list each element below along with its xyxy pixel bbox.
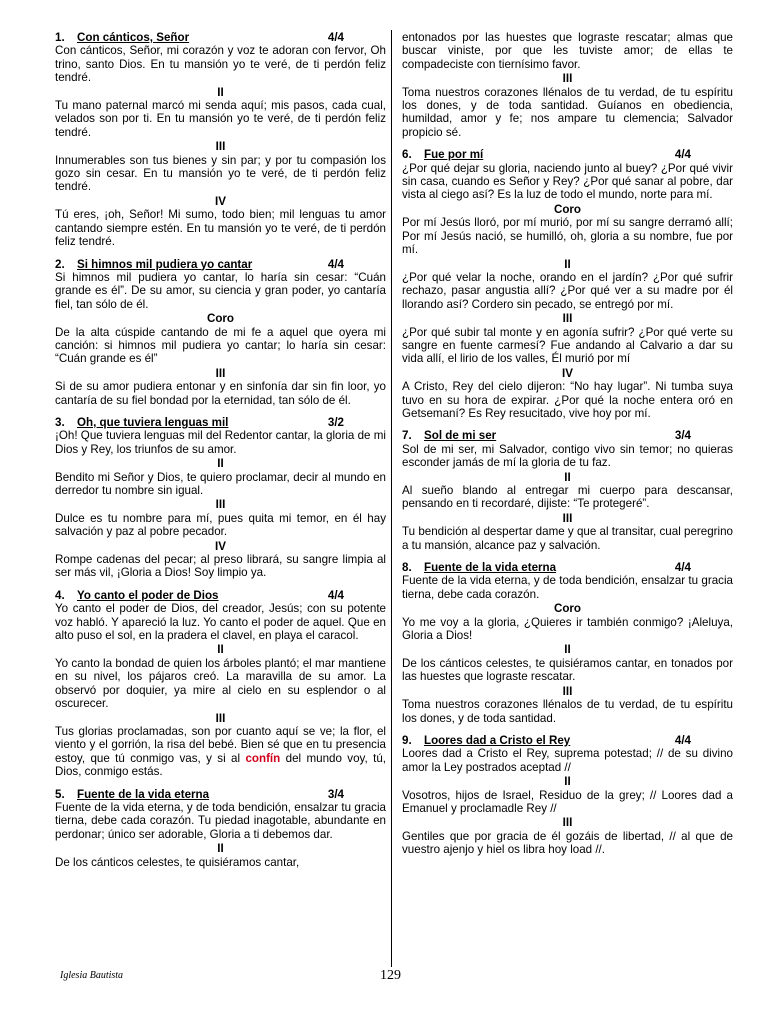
stanza-label: III [562,312,573,326]
hymn-title-left [402,734,570,747]
hymn-name: Oh, que tuviera lenguas mil [77,415,229,429]
stanza-text-run: De los cánticos celestes, te quisiéramos cantar, [55,855,300,869]
stanza-label: III [562,511,573,525]
stanza-label: III [215,711,226,725]
stanza-text [55,326,386,366]
stanza-text [402,162,733,202]
stanza-text [55,801,386,841]
stanza-text [55,44,386,84]
stanza-text-run: Por mí Jesús lloró, por mí murió, por mí su sangre derramó allí; Por mí Jesús nació, se humilló, oh, gloria a su nombre, fue por mí. [402,216,733,257]
stanza-text-run: Al sueño blando al entregar mi cuerpo para descansar, pensando en ti recordaré, dijiste: “Te protegeré”. [402,484,733,511]
hymn-number: 4. [55,588,65,602]
stanza-label: III [215,140,226,154]
stanza-text-run: Rompe cadenas del pecar; al preso librará, su sangre limpia al ser más vil, ¡Gloria a Dios! Soy limpio ya. [55,553,386,580]
hymn-meter: 3/4 [674,429,691,443]
hymn-meter: 4/4 [327,588,344,602]
stanza-label: II [217,643,224,657]
hymn-title-left [402,148,483,161]
hymn [402,148,733,420]
stanza-text-run: Fuente de la vida eterna, y de toda bendición, ensalzar tu gracia tierna, debe cada corazón. [402,574,733,601]
stanza-text [55,271,386,311]
stanza-label: Coro [553,602,582,616]
stanza-label: IV [215,539,226,553]
stanza-label: IV [562,366,573,380]
hymn-title [402,429,733,442]
hymn [402,734,733,857]
stanza-text-run: Sol de mi ser, mi Salvador, contigo vivo sin temor; no quieras esconder jamás de mí la gloria de tu faz. [402,442,733,470]
stanza-label: II [564,257,571,271]
hymn-number: 7. [402,429,412,443]
hymn-name: Fuente de la vida eterna [77,787,210,801]
hymn-number: 8. [402,561,412,575]
stanza-label: III [562,72,573,86]
stanza-text [55,154,386,194]
stanza-text-run: Loores dad a Cristo el Rey, suprema potestad; // de su divino amor la Ley postrados aceptad // [402,747,733,774]
hymn [55,258,386,407]
hymn-title [402,148,733,161]
stanza-label: II [217,85,224,99]
stanza-text-run: Yo canto la bondad de quien los árboles plantó; el mar mantiene en su nivel, los pájaros creó. La maravilla de su amor. La observó por doquier, ya mire al cielo en su esplendor o al oscurecer. [55,656,386,711]
stanza-text-run: del mundo voy, tú, Dios, conmigo estás. [55,751,386,779]
hymn-title-left [55,788,209,801]
stanza-text [55,208,386,248]
stanza-text-run: ¡Oh! Que tuviera lenguas mil del Redentor cantar, la gloria de mi Dios y Rey, los triunfos de su amor. [55,429,386,456]
hymn-number: 5. [55,787,65,801]
stanza-text [55,380,386,407]
stanza-text-run: Toma nuestros corazones llénalos de tu verdad, de tu espíritu los dones, y de toda santidad. Guíanos en obediencia, humildad, amor y fe; nos ampare tu clemencia; Salvador propicio sé. [402,85,733,139]
hymn [402,561,733,725]
hymn-number: 9. [402,733,412,747]
hymn-number: 3. [55,415,65,429]
highlighted-word: confín [245,751,281,765]
stanza-label: III [562,816,573,830]
stanza-text [55,429,386,456]
left-column [55,31,386,878]
stanza-text [402,86,733,140]
stanza-text-run: Innumerables son tus bienes y sin par; y por tu compasión los gozo sin cesar. En tu mansión yo te veré, de ti perdón feliz tendré. [55,153,386,194]
hymn-meter: 4/4 [674,561,691,575]
footer-church-name: Iglesia Bautista [60,970,124,981]
hymn-title [55,416,386,429]
hymn [402,31,733,139]
stanza-text-run: Con cánticos, Señor, mi corazón y voz te adoran con fervor, Oh trino, santo Dios. En tu mansión yo te veré, de ti perdón feliz tendré. [55,44,386,85]
stanza-text [55,657,386,711]
hymn-name: Sol de mi ser [424,429,497,443]
stanza-text-run: ¿Por qué velar la noche, orando en el jardín? ¿Por qué sufrir rechazo, pasar angustia allí? ¿Por qué ver a su madre por él llorando así? Cordero sin pecado, se entregó por mí. [402,270,733,311]
stanza-text [402,326,733,366]
stanza-text-run: Dulce es tu nombre para mí, pues quita mi temor, en él hay salvación y paz al pobre pecador. [55,511,386,539]
hymn-meter: 4/4 [674,148,691,162]
stanza-text-run: A Cristo, Rey del cielo dijeron: “No hay lugar”. Ni tumba suya tuvo en su hora de expirar. ¿Por qué la noche entera oró en Getsemaní? Es Rey resucitado, vive hoy por mí. [402,380,733,420]
stanza-text-run: Yo canto el poder de Dios, del creador, Jesús; con su potente voz habló. Y apareció la luz. Yo canto el poder de aquel. Que en alto puso el sol, en la pradera el clavel, en playa el caracol. [55,602,386,643]
hymn-meter: 3/4 [327,787,344,801]
stanza-text-run: Fuente de la vida eterna, y de toda bendición, ensalzar tu gracia tierna, debe cada corazón. Tu piedad inagotable, abundante en perdonar; único ser adorable, Gloria a ti debemos dar. [55,800,386,841]
stanza-text [402,216,733,256]
stanza-text-run: ¿Por qué subir tal monte y en agonía sufrir? ¿Por qué verte su sangre en fuente carmesí? Fue andando al Calvario a dar su vida allí, el lirio de los valles, Él murió por mí [402,325,733,366]
hymn-title [55,31,386,44]
hymn-number: 1. [55,31,65,44]
stanza-text [402,443,733,470]
stanza-text-run: ¿Por qué dejar su gloria, naciendo junto al buey? ¿Por qué vivir sin casa, cuando es Señor y Rey? ¿Por qué sanar al pobre, dar vista al ciego así? Es la luz de todo el mundo, norte para mí. [402,161,733,202]
stanza-label: II [564,775,571,789]
stanza-text-run: De los cánticos celestes, te quisiéramos cantar, en tonados por las huestes que lograste rescatar. [402,656,733,684]
hymn-name: Loores dad a Cristo el Rey [424,733,571,747]
stanza-label: III [215,366,226,380]
hymn [55,589,386,779]
stanza-text [402,271,733,311]
stanza-text [55,471,386,498]
page-number: 129 [380,968,401,983]
stanza-text-run: Toma nuestros corazones llénalos de tu verdad, de tu espíritu los dones, y de toda santidad. [402,698,733,725]
stanza-text [55,99,386,139]
stanza-text [402,657,733,684]
stanza-text [402,574,733,601]
stanza-text-run: Si de su amor pudiera entonar y en sinfonía dar sin fin loor, yo cantaría de su fiel bondad por la eternidad, tan sólo de él. [55,380,386,407]
hymn-meter: 4/4 [327,257,344,271]
hymn [55,788,386,869]
hymn-continuation: entonados por las huestes que lograste rescatar; almas que buscar viniste, por que les tuviste amor; de ellas te compadeciste con tiernísimo favor. [402,31,733,71]
stanza-label: III [562,684,573,698]
stanza-text [402,698,733,725]
hymn-name: Con cánticos, Señor [77,31,190,44]
stanza-text-run: Vosotros, hijos de Israel, Residuo de la grey; // Loores dad a Emanuel y proclamadle Rey // [402,788,733,815]
stanza-text-run: Tu mano paternal marcó mi senda aquí; mis pasos, cada cual, velados son por ti. En tu mansión yo te veré, de ti perdón feliz tendré. [55,99,386,139]
hymn-number: 6. [402,148,412,162]
stanza-label: III [215,498,226,512]
hymn-number: 2. [55,257,65,271]
stanza-text [55,512,386,539]
stanza-text-run: Tu bendición al despertar dame y que al transitar, cual peregrino a tu mansión, alcance paz y salvación. [402,525,733,552]
stanza-text-run: Gentiles que por gracia de él gozáis de libertad, // al que de vuestro ajenjo y hiel os libra hoy load //. [402,829,733,857]
stanza-text-run: De la alta cúspide cantando de mi fe a aquel que oyera mi canción: si himnos mil pudiera yo cantar; lo haría sin cesar: “Cuán grande es él” [55,325,386,366]
stanza-text [55,856,386,869]
hymn-title [402,561,733,574]
stanza-text [55,553,386,580]
stanza-text-run: Si himnos mil pudiera yo cantar, lo haría sin cesar: “Cuán grande es él”. De su amor, su ciencia y gran poder, yo cantaría fiel, tan sólo de él. [55,270,386,311]
hymn-title [55,258,386,271]
stanza-label: Coro [206,312,235,326]
hymn-title-left [402,561,556,574]
stanza-label: Coro [553,202,582,216]
stanza-label: II [564,470,571,484]
stanza-label: II [217,457,224,471]
hymn-title [55,788,386,801]
stanza-text-run: Yo me voy a la gloria, ¿Quieres ir también conmigo? ¡Aleluya, Gloria a Dios! [402,615,733,643]
right-column [402,31,733,866]
hymn-title [55,589,386,602]
stanza-text-run: Tú eres, ¡oh, Señor! Mi sumo, todo bien; mil lenguas tu amor cantando siempre estén. En tu mansión yo te veré, de ti perdón feliz tendré. [55,208,386,249]
stanza-text [402,380,733,420]
hymn-title-left [55,589,219,602]
hymn-name: Yo canto el poder de Dios [77,588,219,602]
hymn-name: Si himnos mil pudiera yo cantar [77,257,253,271]
stanza-text-run: Tus glorias proclamadas, son por cuanto aquí se ve; la flor, el viento y el gorrión, la risa del bebé. Bien sé que en tu presencia estoy, que tú conmigo vas, y si al [55,724,386,765]
hymn-meter: 4/4 [327,31,344,44]
hymn-title-left [55,31,189,44]
hymn-meter: 4/4 [674,733,691,747]
stanza-text [402,747,733,774]
stanza-label: II [564,643,571,657]
stanza-text-run: Bendito mi Señor y Dios, te quiero proclamar, decir al mundo en derredor tu nombre sin igual. [55,470,386,497]
hymn [402,429,733,552]
hymn [55,416,386,580]
stanza-text [402,484,733,511]
stanza-text [55,725,386,779]
column-divider [391,30,392,967]
hymn-title-left [402,429,496,442]
stanza-text [55,602,386,642]
stanza-label: II [217,842,224,856]
hymn-title-left [55,258,252,271]
stanza-label: IV [215,194,226,208]
hymn-name: Fuente de la vida eterna [424,561,557,575]
stanza-text [402,525,733,552]
hymn-name: Fue por mí [424,148,484,162]
stanza-text [402,616,733,643]
hymn-title [402,734,733,747]
stanza-text [402,789,733,816]
hymn [55,31,386,249]
stanza-text [402,830,733,857]
hymn-title-left [55,416,228,429]
hymn-meter: 3/2 [327,415,344,429]
